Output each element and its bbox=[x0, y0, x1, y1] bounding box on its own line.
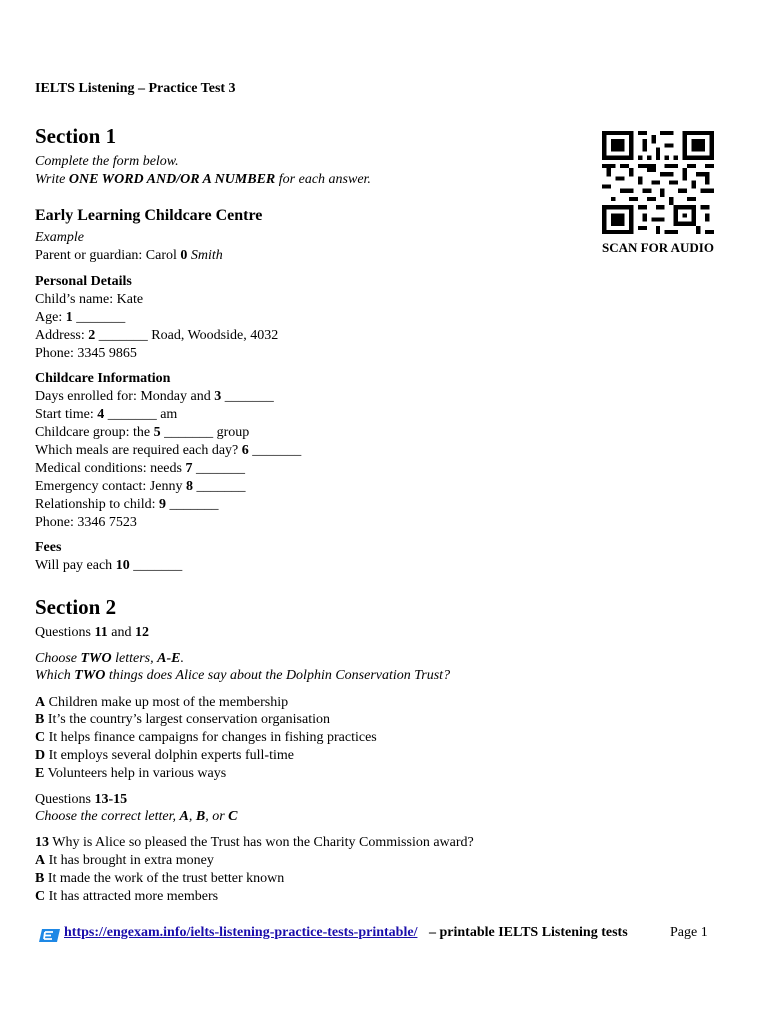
questions-13-15-label: Questions 13-15 bbox=[35, 792, 128, 807]
section-2-title: Section 2 bbox=[35, 595, 117, 619]
days-line: Days enrolled for: Monday and 3 _______ bbox=[35, 389, 274, 404]
start-time-line: Start time: 4 _______ am bbox=[35, 407, 178, 422]
childcare-group-line: Childcare group: the 5 _______ group bbox=[35, 425, 250, 440]
age-line: Age: 1 _______ bbox=[35, 310, 126, 325]
fees-heading: Fees bbox=[35, 540, 62, 555]
address-line: Address: 2 _______ Road, Woodside, 4032 bbox=[35, 328, 279, 343]
personal-details-heading: Personal Details bbox=[35, 274, 132, 289]
q13-option-b: B It made the work of the trust better known bbox=[35, 871, 285, 886]
q13-option-a: A It has brought in extra money bbox=[35, 853, 214, 868]
phone-line-2: Phone: 3346 7523 bbox=[35, 515, 137, 530]
childcare-info-heading: Childcare Information bbox=[35, 371, 171, 386]
qr-label: SCAN FOR AUDIO bbox=[602, 240, 714, 255]
which-question: Which TWO things does Alice say about the Dolphin Conservation Trust? bbox=[35, 668, 451, 683]
medical-line: Medical conditions: needs 7 _______ bbox=[35, 461, 245, 476]
option-a: A Children make up most of the membership bbox=[35, 695, 289, 710]
engexam-link[interactable]: https://engexam.info/ielts-listening-practice-tests-printable/ bbox=[64, 925, 418, 940]
example-label: Example bbox=[35, 230, 84, 245]
option-c: C It helps finance campaigns for changes in fishing practices bbox=[35, 730, 377, 745]
qr-code-icon[interactable] bbox=[602, 131, 714, 234]
option-e: E Volunteers help in various ways bbox=[35, 766, 227, 781]
option-b: B It’s the country’s largest conservation organisation bbox=[35, 712, 330, 727]
section-1-title: Section 1 bbox=[35, 124, 117, 148]
relationship-line: Relationship to child: 9 _______ bbox=[35, 497, 219, 512]
questions-11-12-label: Questions 11 and 12 bbox=[35, 625, 149, 640]
page-number: Page 1 bbox=[670, 925, 708, 940]
document-title: IELTS Listening – Practice Test 3 bbox=[35, 81, 236, 96]
section-1-instruction-1: Complete the form below. bbox=[35, 154, 179, 169]
qr-block bbox=[602, 131, 715, 256]
option-d: D It employs several dolphin experts full-time bbox=[35, 748, 294, 763]
fees-line: Will pay each 10 _______ bbox=[35, 558, 183, 573]
phone-line-1: Phone: 3345 9865 bbox=[35, 346, 137, 361]
footer-tagline: – printable IELTS Listening tests bbox=[429, 925, 628, 940]
example-line: Parent or guardian: Carol 0 Smith bbox=[35, 248, 223, 263]
choose-letter-instruction: Choose the correct letter, A, B, or C bbox=[35, 809, 238, 824]
question-13: 13 Why is Alice so pleased the Trust has won the Charity Commission award? bbox=[35, 835, 474, 850]
q13-option-c: C It has attracted more members bbox=[35, 889, 219, 904]
choose-instruction: Choose TWO letters, A-E. bbox=[35, 651, 184, 666]
form-title: Early Learning Childcare Centre bbox=[35, 207, 263, 224]
emergency-contact-line: Emergency contact: Jenny 8 _______ bbox=[35, 479, 246, 494]
section-1-instruction-2: Write ONE WORD AND/OR A NUMBER for each answer. bbox=[35, 172, 371, 187]
meals-line: Which meals are required each day? 6 _______ bbox=[35, 443, 302, 458]
engexam-logo-icon bbox=[39, 929, 60, 942]
child-name-line: Child’s name: Kate bbox=[35, 292, 144, 307]
